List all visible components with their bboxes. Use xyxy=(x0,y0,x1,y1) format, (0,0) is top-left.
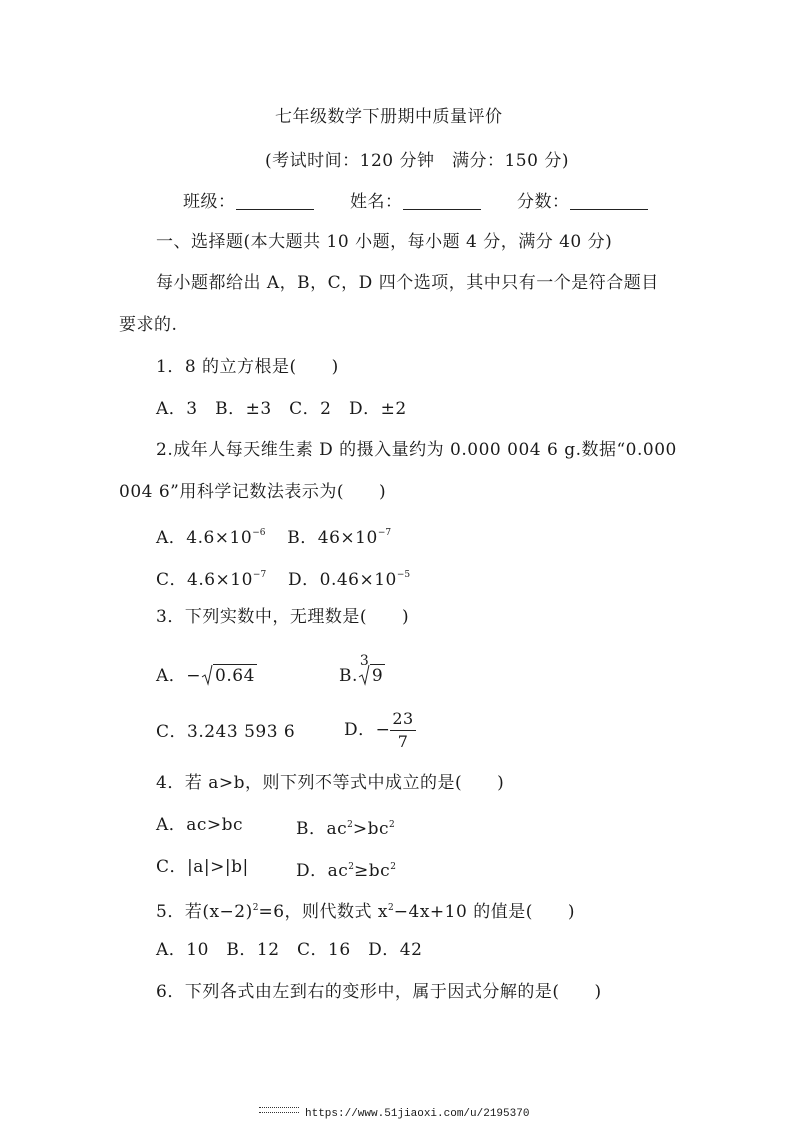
q2-option-c: C．$4.6\times 10^{-7}$ xyxy=(156,570,267,590)
score-field xyxy=(517,190,648,214)
q4-option-c: C．|a|>|b| xyxy=(156,857,249,877)
watermark-logo xyxy=(259,1107,299,1113)
section-heading: 一、选择题(本大题共 10 小题，每小题 4 分，满分 40 分) xyxy=(156,232,613,252)
q4-option-a: A．ac>bc xyxy=(156,815,244,835)
footer-url[interactable]: https://www.51jiaoxi.com/u/2195370 xyxy=(305,1108,530,1120)
score-blank[interactable] xyxy=(570,191,648,210)
footer xyxy=(259,1107,529,1121)
instruction-line-2: 要求的. xyxy=(119,315,178,335)
q2-options-row-2 xyxy=(156,563,410,592)
q5-stem: 5．若$(x-2)^2=6$，则代数式 $x^2-4x+10$ 的值是( ) xyxy=(156,902,575,922)
q4-option-d: D．$ac^2\ge bc^2$ xyxy=(296,861,396,881)
page-title: 七年级数学下册期中质量评价 xyxy=(275,107,503,127)
q3-option-d: D．− $\frac{23}{7}$ xyxy=(344,709,414,751)
cube-root-symbol: 3 9 xyxy=(359,653,384,686)
name-blank[interactable] xyxy=(403,191,481,210)
class-blank[interactable] xyxy=(236,191,314,210)
q2-option-d: D．$0.46\times 10^{-5}$ xyxy=(288,570,411,590)
score-label: 分数： xyxy=(517,192,570,212)
q4-stem: 4．若 a>b，则下列不等式中成立的是( ) xyxy=(156,773,505,793)
instruction-line-1: 每小题都给出 A，B，C，D 四个选项，其中只有一个是符合题目 xyxy=(156,273,659,293)
class-field xyxy=(183,190,314,214)
q2-stem-line-1: 2.成年人每天维生素 D 的摄入量约为 0.000 004 6 g.数据“0.000 xyxy=(156,440,677,460)
q1-options: A．3 B．±3 C．2 D．±2 xyxy=(156,399,407,419)
name-field xyxy=(350,190,481,214)
q3-option-c: C．3.243 593 6 xyxy=(156,722,296,742)
name-label: 姓名： xyxy=(350,192,403,212)
q6-stem: 6．下列各式由左到右的变形中，属于因式分解的是( ) xyxy=(156,982,602,1002)
q2-stem-line-2: 004 6”用科学记数法表示为( ) xyxy=(119,482,387,502)
q2-options-row-1 xyxy=(156,521,391,550)
class-label: 班级： xyxy=(183,192,236,212)
sqrt-symbol: 0.64 xyxy=(201,664,257,688)
q2-option-b: B．$46\times 10^{-7}$ xyxy=(287,528,392,548)
q3-stem: 3．下列实数中，无理数是( ) xyxy=(156,607,410,627)
q1-stem: 1．8 的立方根是( ) xyxy=(156,357,339,377)
q3-option-a: A．− 0.64 xyxy=(156,666,255,686)
q3-option-b: B. 3 9 xyxy=(339,653,384,686)
fraction: $\frac{23}{7}$ xyxy=(392,709,414,751)
q5-options: A．10 B．12 C．16 D．42 xyxy=(156,940,423,960)
q4-option-b: B．$ac^2>bc^2$ xyxy=(296,819,395,839)
exam-info: (考试时间：120 分钟 满分：150 分) xyxy=(265,151,569,171)
q2-option-a: A．$4.6\times 10^{-6}$ xyxy=(156,528,266,548)
